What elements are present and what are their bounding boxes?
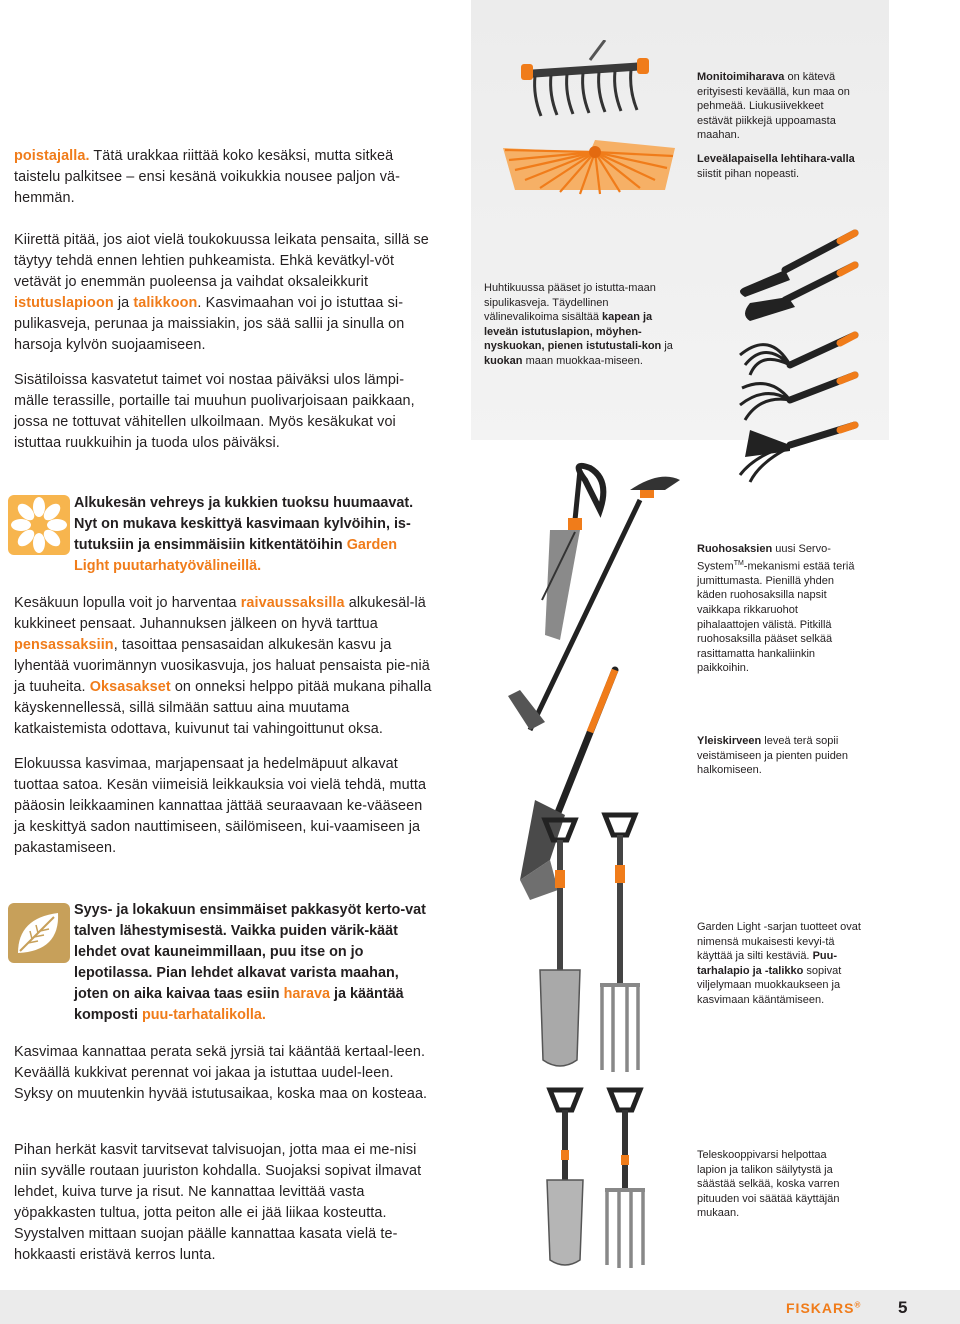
telescope-caption: Teleskooppivarsi helpottaa lapion ja talikon säilytystä ja säästää selkää, koska varren pituuden voi säätää käyttäjän mukaan. — [697, 1149, 840, 1220]
hand-tools-caption: Huhtikuussa pääset jo istutta-maan sipulikasveja. Täydellinen välinevalikoima sisältää kapean ja leveän istutuslapion, möyhen-nyskuokan, pienen istutustali-kon ja kuokan maan muokkaa-miseen. — [484, 282, 673, 367]
rake-caption: Monitoimiharava on kätevä erityisesti keväällä, kun maa on pehmeää. Liukusiivekkeet estävät piikkejä uppoamasta maahan. Leveälapaisella lehtihara-valla siistit pihan nopeasti. — [697, 71, 855, 180]
hand-fork — [740, 375, 855, 420]
spade-caption: Garden Light -sarjan tuotteet ovat nimensä mukaisesti kevyi-tä käyttää ja silti kestäviä. Puu-tarhalapio ja -talikko sopivat viljelymaan muokkaukseen ja kasvimaan kääntämiseen. — [697, 921, 861, 1006]
leaf-rake — [503, 140, 675, 194]
hand-tools-illustration — [690, 225, 870, 485]
shears-caption: Ruohosaksien uusi Servo-System™-mekanismi estää teriä jumittumasta. Pienillä yhden käden ruohosaksilla napsit vaikkapa rikkaruohot pihalaattojen välistä. Pitkillä ruohosaksilla pääset selkää rasittamatta hankaliinkin paikkoihin. — [697, 543, 855, 675]
telescopic-spade — [547, 1090, 583, 1265]
garden-spade — [540, 820, 580, 1066]
summer-paragraph-1: Kesäkuun lopulla voit jo harventaa raivaussaksilla alkukesäl-lä kukkineet pensaat. Juhannuksen jälkeen on hyvä tarttua pensassaksiin, tasoittaa pensasaidan alkukesän kasvu ja lyhentää vuorimännyn vuosikasvuja, jos haluat pensaista pie-niä ja tuuheita. Oksasakset on onneksi helppo pitää mukana pihalla käyskennellessä, sillä silmään sattuu aina muutama katkaistemista odottava, kuivunut tai vahingoittunut oksa. — [14, 595, 432, 737]
autumn-paragraph-1: Kasvimaa kannattaa perata sekä jyrsiä tai kääntää kertaal-leen. Keväällä kukkivat perennat voi jakaa ja istuttaa uudel-leen. Syksy on muutenkin hyvää istutusaikaa, koska maa on kosteaa. — [14, 1044, 428, 1102]
trowel-narrow — [740, 233, 855, 297]
summer-paragraph-2: Elokuussa kasvimaa, marjapensaat ja hedelmäpuut alkavat tuottaa satoa. Kesän viimeisiä leikkauksia voi vielä tehdä, mutta pääosin leikkaaminen kannattaa jättää seuraavaan ke-vääseen ja keskittyä sadon nauttimiseen, säilömiseen, kui-vaamiseen ja pakastamiseen. — [14, 756, 427, 856]
summer-lead: Alkukesän vehreys ja kukkien tuoksu huumaavat. Nyt on mukava keskittyä kasvimaan kylvöihin, is-tutuksiin ja ensimmäisiin kitkentätöihin Garden Light puutarhatyövälineillä. — [74, 495, 414, 574]
intro-paragraph-2: Kiirettä pitää, jos aiot vielä toukokuussa leikata pensaita, sillä se täytyy tehdä ennen lehtien puhkeamista. Ehkä kevätkyl-vöt vetävät jo enemmän puoleensa ja vaihdat oksaleikkurit istutuslapioon ja talikkoon. Kasvimaahan voi jo istuttaa si-pulikasveja, perunaa ja maissiakin, jos sää sallii ja sinulla on harsoja kylvön suojaamiseen. — [14, 232, 429, 353]
hoe — [740, 425, 855, 482]
intro-paragraph-3: Sisätiloissa kasvatetut taimet voi nostaa päiväksi ulos lämpi-mälle terassille, portaille tai muuhun puolivarjoisaan paikkaan, jossa ne tottuvat vähitellen ulkoilmaan. Myös kesäkukat voi istuttaa ruukkuihin ja tuoda ulos päiväksi. — [14, 372, 415, 451]
garden-fork — [600, 815, 640, 1072]
autumn-lead: Syys- ja lokakuun ensimmäiset pakkasyöt kerto-vat talven lähestymisestä. Vaikka puiden värik-käät lehdet ovat kauneimmillaan, puu itse on jo lepotilassa. Pian lehdet alkavat varista maahan, joten on aika kaivaa taas esiin harava ja kääntää komposti puu-tarhatalikolla. — [74, 902, 426, 1023]
spade-fork-illustration — [505, 810, 695, 1280]
multipurpose-rake — [521, 40, 649, 116]
intro-paragraph-1: poistajalla. Tätä urakkaa riittää koko kesäksi, mutta sitkeä taistelu palkitsee – ensi kesänä voikukkia nousee paljon vä-hemmän. — [14, 148, 400, 206]
cultivator — [740, 335, 855, 375]
long-grass-shears — [508, 466, 680, 730]
rake-illustration — [495, 40, 685, 200]
trowel-wide — [745, 265, 855, 321]
page-number: 5 — [898, 1298, 908, 1317]
autumn-paragraph-2: Pihan herkät kasvit tarvitsevat talvisuojan, jotta maa ei me-nisi niin syvälle routaan juuriston kohdalla. Suojaksi sopivat ilmavat lehdet, kuiva turve ja risut. Ne kannattaa levittää vasta yöpakkasten tultua, jotta peiton alle ei jää liikaa kosteutta. Syystalven mittaan suojan päälle kannattaa kasata vielä te-hokkaasti eristävä kerros lunta. — [14, 1142, 422, 1263]
highlight-term: poistajalla. — [14, 148, 90, 164]
fiskars-logo: FISKARS® — [786, 1300, 862, 1316]
axe-caption: Yleiskirveen leveä terä sopii veistämiseen ja pienten puiden halkomiseen. — [697, 735, 849, 777]
telescopic-fork — [605, 1090, 645, 1268]
